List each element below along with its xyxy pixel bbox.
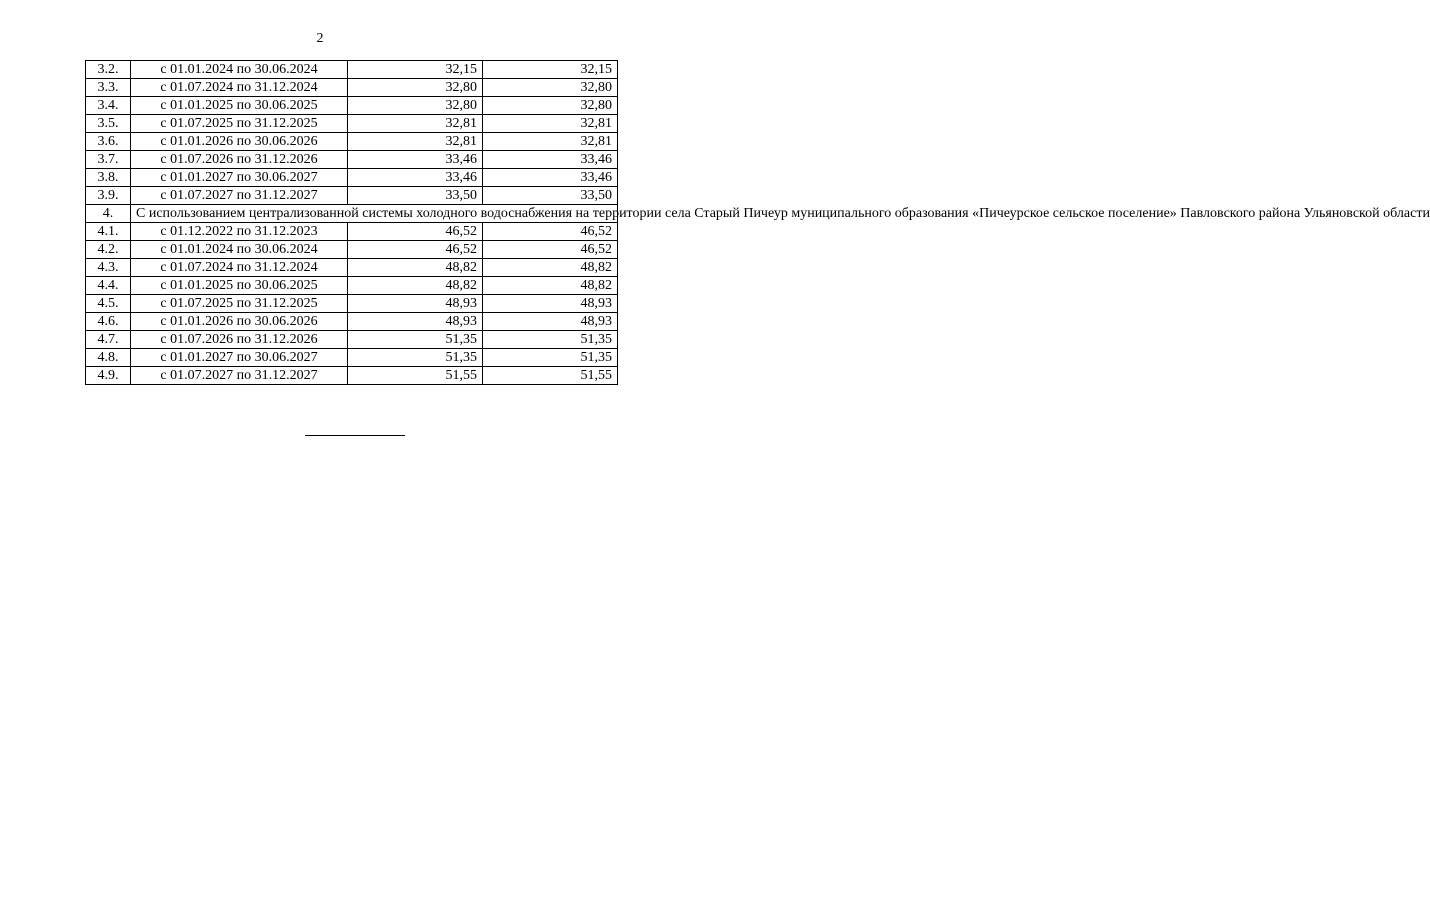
row-period: с 01.07.2027 по 31.12.2027 — [131, 187, 348, 205]
row-period: с 01.07.2025 по 31.12.2025 — [131, 295, 348, 313]
row-number: 4.8. — [86, 349, 131, 367]
row-value-1: 48,93 — [348, 313, 483, 331]
table-row — [86, 151, 618, 169]
table-row — [86, 61, 618, 79]
row-value-2: 48,93 — [483, 295, 618, 313]
row-period: с 01.01.2024 по 30.06.2024 — [131, 61, 348, 79]
table-row — [86, 349, 618, 367]
row-number: 4.6. — [86, 313, 131, 331]
row-period: с 01.01.2024 по 30.06.2024 — [131, 241, 348, 259]
row-period: с 01.01.2025 по 30.06.2025 — [131, 97, 348, 115]
table-row — [86, 277, 618, 295]
row-number: 4.2. — [86, 241, 131, 259]
row-period: с 01.07.2027 по 31.12.2027 — [131, 367, 348, 385]
row-number: 4.3. — [86, 259, 131, 277]
row-number: 3.3. — [86, 79, 131, 97]
tariff-table — [85, 60, 1430, 385]
row-value-1: 32,81 — [348, 115, 483, 133]
row-value-1: 48,82 — [348, 259, 483, 277]
table-row — [86, 133, 618, 151]
row-value-2: 33,50 — [483, 187, 618, 205]
row-value-1: 32,80 — [348, 79, 483, 97]
row-value-2: 51,35 — [483, 349, 618, 367]
row-value-2: 48,93 — [483, 313, 618, 331]
table-row — [86, 79, 618, 97]
row-value-1: 48,93 — [348, 295, 483, 313]
row-value-1: 46,52 — [348, 241, 483, 259]
row-value-2: 32,80 — [483, 97, 618, 115]
row-value-2: 32,81 — [483, 133, 618, 151]
row-period: с 01.01.2027 по 30.06.2027 — [131, 169, 348, 187]
row-value-2: 33,46 — [483, 151, 618, 169]
row-period: с 01.01.2027 по 30.06.2027 — [131, 349, 348, 367]
row-period: с 01.07.2024 по 31.12.2024 — [131, 259, 348, 277]
row-period: с 01.12.2022 по 31.12.2023 — [131, 223, 348, 241]
row-value-2: 33,46 — [483, 169, 618, 187]
row-period: с 01.01.2026 по 30.06.2026 — [131, 313, 348, 331]
end-of-document-rule — [305, 435, 405, 436]
page-number: 2 — [316, 31, 324, 46]
row-number: 3.8. — [86, 169, 131, 187]
row-number: 3.9. — [86, 187, 131, 205]
row-value-2: 46,52 — [483, 241, 618, 259]
row-value-2: 48,82 — [483, 259, 618, 277]
row-value-1: 51,35 — [348, 349, 483, 367]
row-number: 3.5. — [86, 115, 131, 133]
row-value-2: 51,55 — [483, 367, 618, 385]
section-description: С использованием централизованной системы холодного водоснабжения на территории села Старый Пичеур муниципального образования «Пичеурское сельское поселение» Павловского района Ульяновской области — [131, 205, 618, 223]
row-number: 4.7. — [86, 331, 131, 349]
row-period: с 01.07.2024 по 31.12.2024 — [131, 79, 348, 97]
table-row — [86, 115, 618, 133]
section-header-row — [86, 205, 618, 223]
row-period: с 01.01.2025 по 30.06.2025 — [131, 277, 348, 295]
section-number: 4. — [86, 205, 131, 223]
table-row — [86, 295, 618, 313]
row-value-1: 51,35 — [348, 331, 483, 349]
row-value-2: 46,52 — [483, 223, 618, 241]
row-number: 3.4. — [86, 97, 131, 115]
row-value-1: 32,15 — [348, 61, 483, 79]
row-number: 4.4. — [86, 277, 131, 295]
row-number: 4.1. — [86, 223, 131, 241]
row-number: 3.6. — [86, 133, 131, 151]
row-period: с 01.07.2025 по 31.12.2025 — [131, 115, 348, 133]
row-number: 3.7. — [86, 151, 131, 169]
row-value-1: 33,50 — [348, 187, 483, 205]
table-row — [86, 97, 618, 115]
table-row — [86, 241, 618, 259]
table-row — [86, 223, 618, 241]
table-row — [86, 259, 618, 277]
row-period: с 01.07.2026 по 31.12.2026 — [131, 151, 348, 169]
row-value-1: 33,46 — [348, 169, 483, 187]
row-number: 3.2. — [86, 61, 131, 79]
row-value-2: 32,81 — [483, 115, 618, 133]
row-value-1: 32,80 — [348, 97, 483, 115]
row-number: 4.9. — [86, 367, 131, 385]
row-number: 4.5. — [86, 295, 131, 313]
row-value-1: 51,55 — [348, 367, 483, 385]
row-value-1: 48,82 — [348, 277, 483, 295]
table-row — [86, 331, 618, 349]
table-row — [86, 367, 618, 385]
row-period: с 01.07.2026 по 31.12.2026 — [131, 331, 348, 349]
table-row — [86, 169, 618, 187]
row-value-2: 51,35 — [483, 331, 618, 349]
row-value-2: 48,82 — [483, 277, 618, 295]
row-value-1: 32,81 — [348, 133, 483, 151]
row-period: с 01.01.2026 по 30.06.2026 — [131, 133, 348, 151]
row-value-2: 32,80 — [483, 79, 618, 97]
row-value-1: 33,46 — [348, 151, 483, 169]
row-value-1: 46,52 — [348, 223, 483, 241]
table-row — [86, 313, 618, 331]
row-value-2: 32,15 — [483, 61, 618, 79]
table-row — [86, 187, 618, 205]
